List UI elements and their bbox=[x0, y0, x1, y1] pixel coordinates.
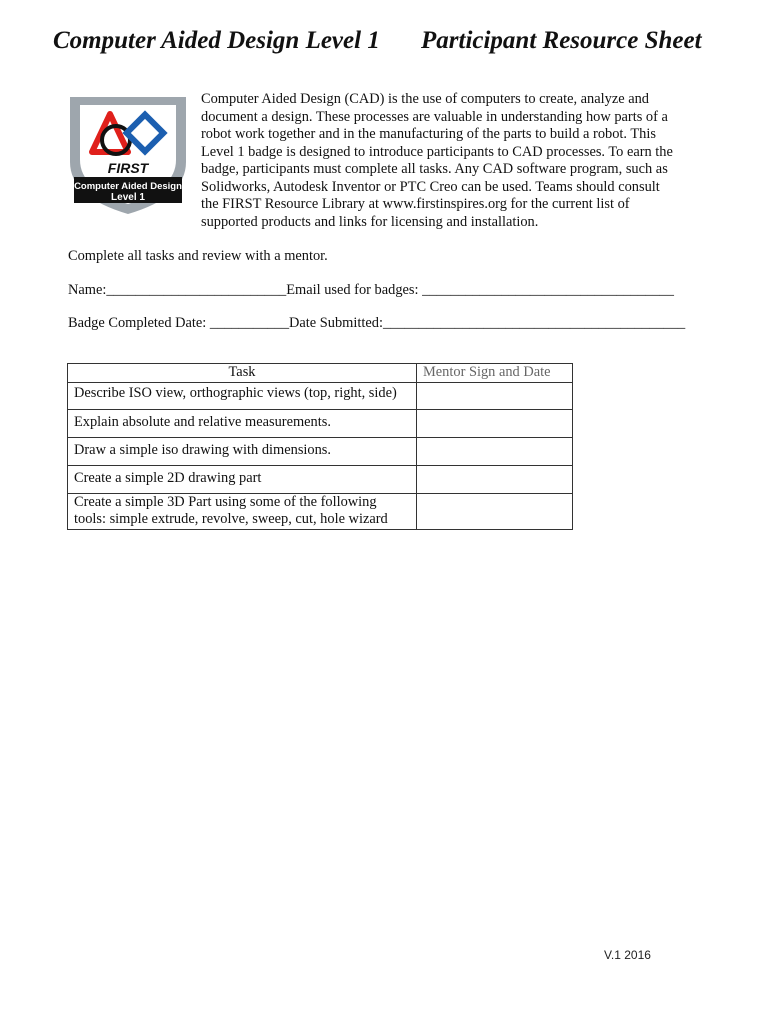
dates-field-line[interactable]: Badge Completed Date: ___________Date Submitted:__________________________________________ bbox=[68, 315, 686, 331]
mentor-sign-cell[interactable] bbox=[417, 494, 573, 530]
document-subtitle: Participant Resource Sheet bbox=[421, 27, 702, 54]
task-text: Describe ISO view, orthographic views (top, right, side) bbox=[74, 385, 397, 401]
version-label: V.1 2016 bbox=[604, 948, 651, 962]
task-header: Task bbox=[68, 364, 417, 383]
instructions-text: Complete all tasks and review with a mentor. bbox=[68, 248, 328, 264]
badge-label-line2: Level 1 bbox=[111, 192, 145, 203]
intro-paragraph bbox=[201, 91, 701, 231]
intro-line: supported products and links for licensing and installation. bbox=[201, 213, 539, 230]
task-cell bbox=[68, 466, 417, 494]
task-text: Create a simple 3D Part using some of the following bbox=[74, 494, 377, 510]
task-table bbox=[67, 363, 573, 530]
task-cell bbox=[68, 494, 417, 530]
intro-line: document a design. These processes are valuable in understanding how parts of a bbox=[201, 108, 668, 125]
task-text: Draw a simple iso drawing with dimensions. bbox=[74, 442, 332, 458]
table-header-row bbox=[68, 364, 573, 383]
mentor-sign-cell[interactable] bbox=[417, 466, 573, 494]
task-text: Explain absolute and relative measurements. bbox=[74, 414, 331, 430]
task-cell bbox=[68, 410, 417, 438]
mentor-header: Mentor Sign and Date bbox=[417, 364, 573, 383]
badge-label-line1: Computer Aided Design bbox=[74, 181, 182, 192]
intro-line: Solidworks, Autodesk Inventor or PTC Creo can be used. Teams should consult bbox=[201, 178, 660, 195]
name-email-field-line[interactable]: Name:_________________________Email used for badges: ___________________________________ bbox=[68, 282, 674, 298]
table-row bbox=[68, 438, 573, 466]
intro-line: the FIRST Resource Library at www.firstinspires.org for the current list of bbox=[201, 196, 630, 212]
table-row bbox=[68, 410, 573, 438]
intro-line: Computer Aided Design (CAD) is the use of computers to create, analyze and bbox=[201, 91, 649, 107]
intro-line: Level 1 badge is designed to introduce participants to CAD processes. To earn the bbox=[201, 143, 673, 160]
task-text: tools: simple extrude, revolve, sweep, cut, hole wizard bbox=[74, 511, 388, 527]
task-cell bbox=[68, 383, 417, 410]
intro-line: robot work together and in the manufacturing of the parts to build a robot. This bbox=[201, 126, 656, 142]
intro-line: badge, participants must complete all tasks. Any CAD software program, such as bbox=[201, 161, 668, 177]
mentor-sign-cell[interactable] bbox=[417, 383, 573, 410]
table-row bbox=[68, 383, 573, 410]
mentor-sign-cell[interactable] bbox=[417, 438, 573, 466]
mentor-sign-cell[interactable] bbox=[417, 410, 573, 438]
table-row bbox=[68, 494, 573, 530]
table-row bbox=[68, 466, 573, 494]
document-title: Computer Aided Design Level 1 bbox=[53, 27, 380, 54]
task-text: Create a simple 2D drawing part bbox=[74, 470, 262, 486]
first-cad-badge bbox=[66, 92, 190, 216]
badge-logo-word: FIRST bbox=[107, 160, 149, 176]
task-cell bbox=[68, 438, 417, 466]
